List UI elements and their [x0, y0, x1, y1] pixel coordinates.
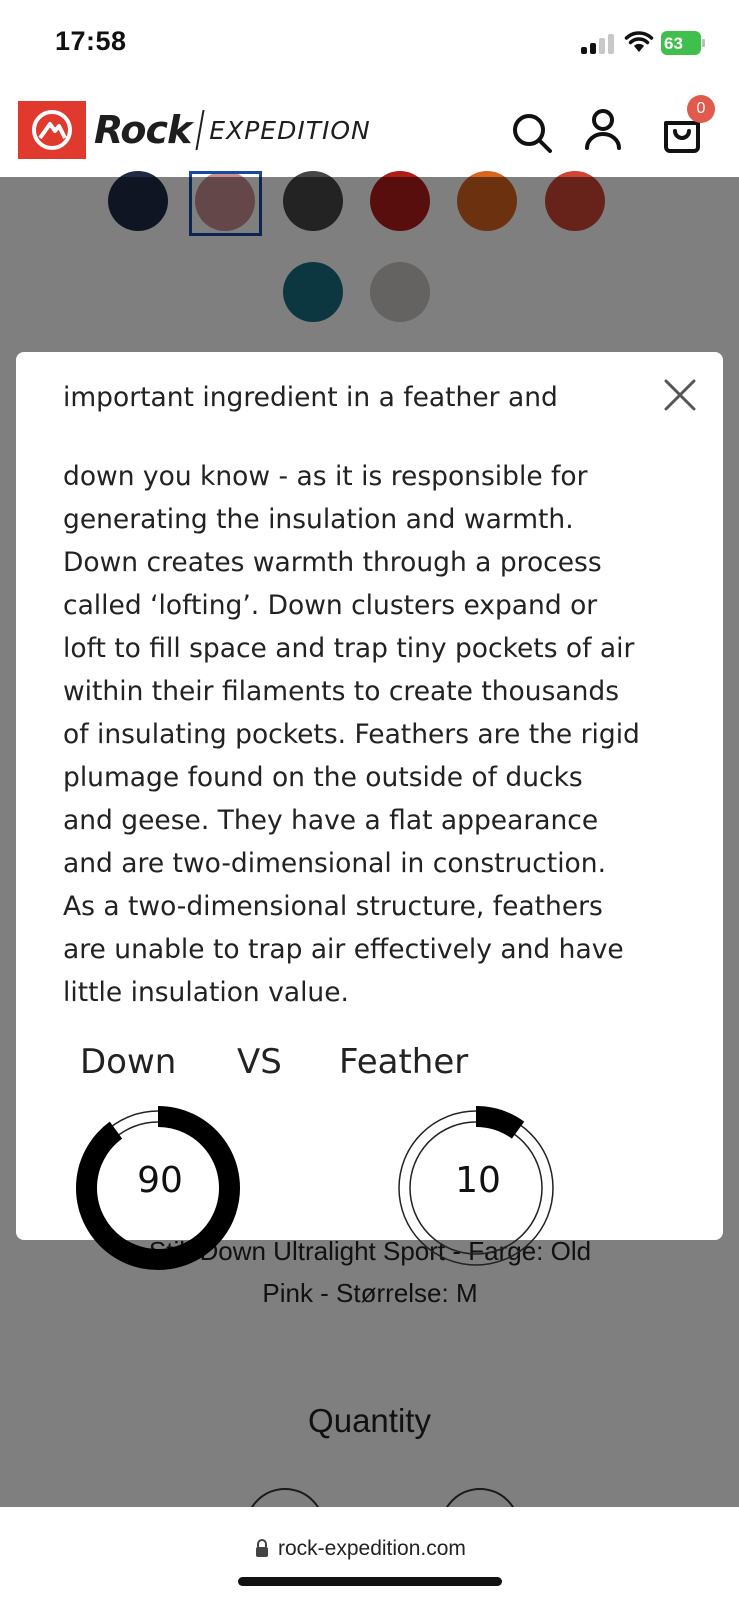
site-header: [0, 90, 739, 177]
modal-text-line: and are two-dimensional in construction.: [63, 848, 606, 879]
compare-label-vs: VS: [237, 1042, 282, 1082]
modal-text-line: As a two-dimensional structure, feathers: [63, 891, 603, 922]
wifi-icon: [624, 30, 654, 54]
modal-scrolled-line: important ingredient in a feather and: [63, 382, 558, 413]
url-domain: rock-expedition.com: [278, 1537, 466, 1560]
modal-text-line: loft to fill space and trap tiny pockets of air: [63, 633, 635, 664]
cellular-signal-icon: [581, 34, 617, 54]
battery-percent: 63: [664, 34, 683, 53]
modal-text-line: down you know - as it is responsible for: [63, 461, 588, 492]
status-bar: [0, 0, 739, 90]
status-time: 17:58: [55, 26, 127, 56]
account-icon[interactable]: [579, 106, 627, 154]
modal-text-line: plumage found on the outside of ducks: [63, 762, 583, 793]
feather-gauge-value: 10: [455, 1160, 501, 1201]
browser-url-bar[interactable]: [0, 1507, 739, 1600]
logo-mark-icon: [18, 101, 86, 159]
search-icon[interactable]: [508, 109, 556, 157]
modal-text-line: and geese. They have a flat appearance: [63, 805, 599, 836]
compare-label-feather: Feather: [339, 1042, 469, 1082]
battery-icon: [661, 31, 705, 55]
home-indicator: [238, 1577, 502, 1586]
down-gauge-value: 90: [137, 1160, 183, 1201]
modal-text-line: called ‘lofting’. Down clusters expand or: [63, 590, 598, 621]
logo-subtitle: EXPEDITION: [209, 115, 371, 145]
modal-text-line: within their filaments to create thousands: [63, 676, 620, 707]
close-icon[interactable]: [660, 375, 700, 415]
cart-count-badge: 0: [687, 95, 715, 123]
brand-logo[interactable]: [18, 101, 371, 159]
modal-text-line: generating the insulation and warmth.: [63, 504, 574, 535]
compare-label-down: Down: [80, 1042, 177, 1082]
logo-divider: [196, 110, 205, 150]
modal-text-line: Down creates warmth through a process: [63, 547, 602, 578]
modal-text-line: little insulation value.: [63, 977, 349, 1008]
modal-text-line: are unable to trap air effectively and have: [63, 934, 624, 965]
lock-icon: [255, 1539, 269, 1557]
modal-text-line: of insulating pockets. Feathers are the rigid: [63, 719, 640, 750]
logo-wordmark: Rock: [94, 108, 192, 152]
modal-body-text: [63, 455, 683, 1014]
feather-gauge-fill-arc: [476, 1117, 518, 1131]
